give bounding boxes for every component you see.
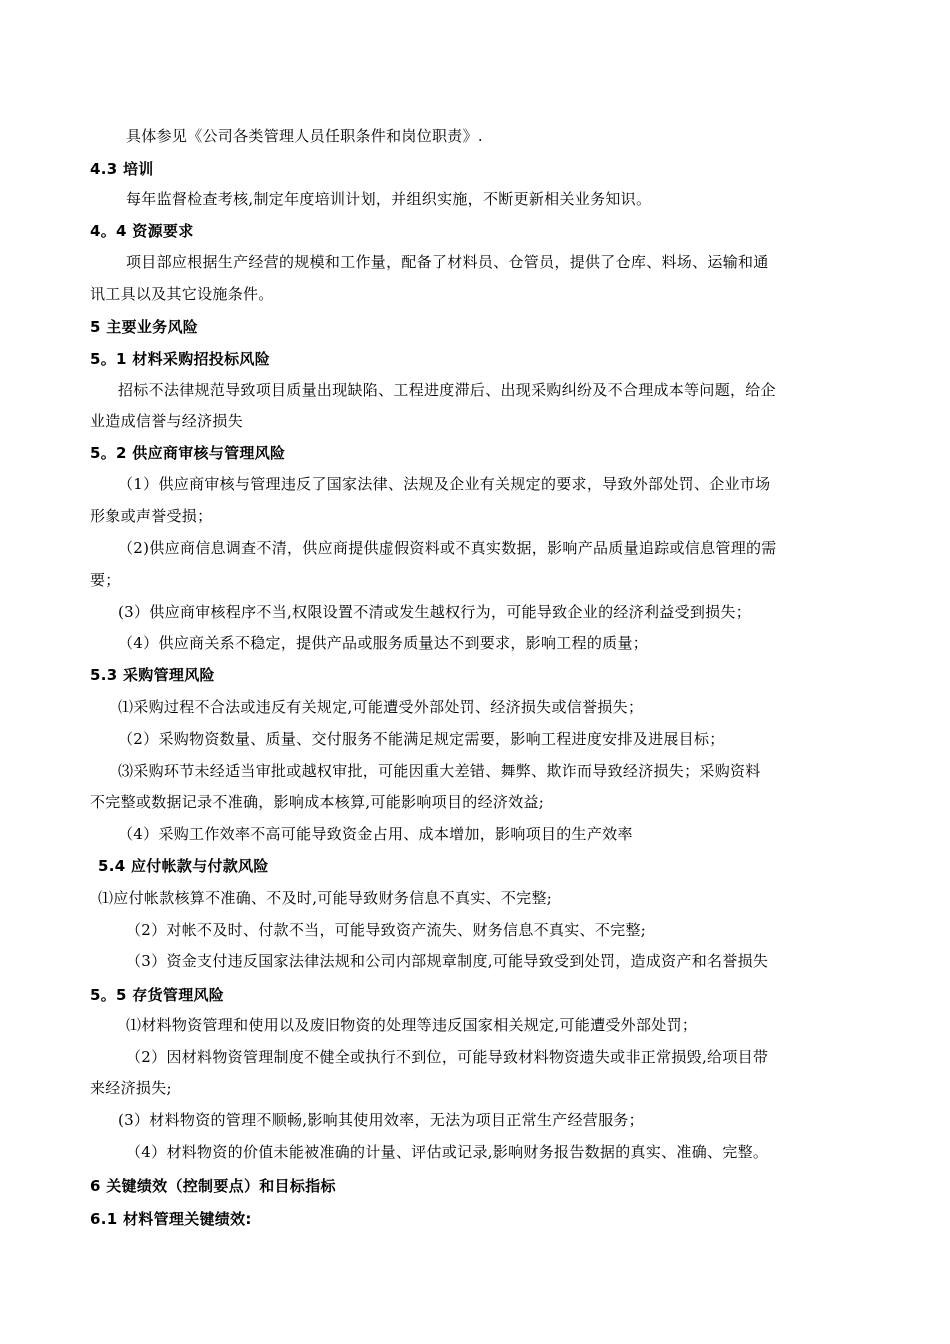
section-heading: 4。4 资源要求 [90, 222, 194, 240]
section-heading: 4.3 培训 [90, 160, 154, 178]
section-heading: 5。2 供应商审核与管理风险 [90, 444, 286, 462]
section-heading: 5 主要业务风险 [90, 318, 199, 336]
text-line: (3）材料物资的管理不顺畅,影响其使用效率，无法为项目正常生产经营服务； [118, 1111, 644, 1129]
text-line: ⑴应付帐款核算不准确、不及时,可能导致财务信息不真实、不完整; [98, 889, 553, 907]
text-line: ⑴采购过程不合法或违反有关规定,可能遭受外部处罚、经济损失或信誉损失； [118, 698, 644, 716]
text-line: （2）采购物资数量、质量、交付服务不能满足规定需要，影响工程进度安排及进展目标； [118, 730, 725, 748]
text-line: 业造成信誉与经济损失 [90, 412, 244, 430]
text-line: （2）对帐不及时、付款不当，可能导致资产流失、财务信息不真实、不完整; [126, 921, 647, 939]
text-line: ⑶采购环节未经适当审批或越权审批，可能因重大差错、舞弊、欺诈而导致经济损失；采购资料 [118, 762, 761, 780]
text-line: （3）资金支付违反国家法律法规和公司内部规章制度,可能导致受到处罚，造成资产和名誉损失 [126, 952, 769, 970]
text-line: 不完整或数据记录不准确，影响成本核算,可能影响项目的经济效益; [90, 793, 545, 811]
text-line: 每年监督检查考核,制定年度培训计划，并组织实施，不断更新相关业务知识。 [126, 190, 652, 208]
section-heading: 5.4 应付帐款与付款风险 [98, 857, 269, 875]
text-line: 来经济损失; [90, 1079, 172, 1097]
section-heading: 5。5 存货管理风险 [90, 986, 225, 1004]
text-line: （4）材料物资的价值未能被准确的计量、评估或记录,影响财务报告数据的真实、准确、完整。 [126, 1143, 769, 1161]
text-line: （4）采购工作效率不高可能导致资金占用、成本增加，影响项目的生产效率 [118, 825, 633, 843]
text-line: ⑴材料物资管理和使用以及废旧物资的处理等违反国家相关规定,可能遭受外部处罚； [126, 1016, 698, 1034]
text-line: （4）供应商关系不稳定，提供产品或服务质量达不到要求，影响工程的质量； [118, 634, 649, 652]
text-line: 项目部应根据生产经营的规模和工作量，配备了材料员、仓管员，提供了仓库、料场、运输和通 [126, 253, 769, 271]
text-line: 讯工具以及其它设施条件。 [90, 285, 274, 303]
section-heading: 6 关键绩效（控制要点）和目标指标 [90, 1177, 336, 1195]
text-line: （1）供应商审核与管理违反了国家法律、法规及企业有关规定的要求，导致外部处罚、企业市场 [118, 475, 771, 493]
text-line: 具体参见《公司各类管理人员任职条件和岗位职责》. [126, 127, 483, 145]
section-heading: 5。1 材料采购招投标风险 [90, 350, 270, 368]
text-line: （2)供应商信息调查不清，供应商提供虚假资料或不真实数据，影响产品质量追踪或信息管理的需 [118, 539, 777, 557]
text-line: （2）因材料物资管理制度不健全或执行不到位，可能导致材料物资遗失或非正常损毁,给项目带 [126, 1048, 769, 1066]
section-heading: 6.1 材料管理关键绩效: [90, 1210, 252, 1228]
text-line: 要； [90, 571, 121, 589]
text-line: (3）供应商审核程序不当,权限设置不清或发生越权行为，可能导致企业的经济利益受到损失； [118, 603, 752, 621]
text-line: 招标不法律规范导致项目质量出现缺陷、工程进度滞后、出现采购纠纷及不合理成本等问题，给企 [118, 381, 776, 399]
text-line: 形象或声誉受损； [90, 507, 213, 525]
section-heading: 5.3 采购管理风险 [90, 666, 215, 684]
